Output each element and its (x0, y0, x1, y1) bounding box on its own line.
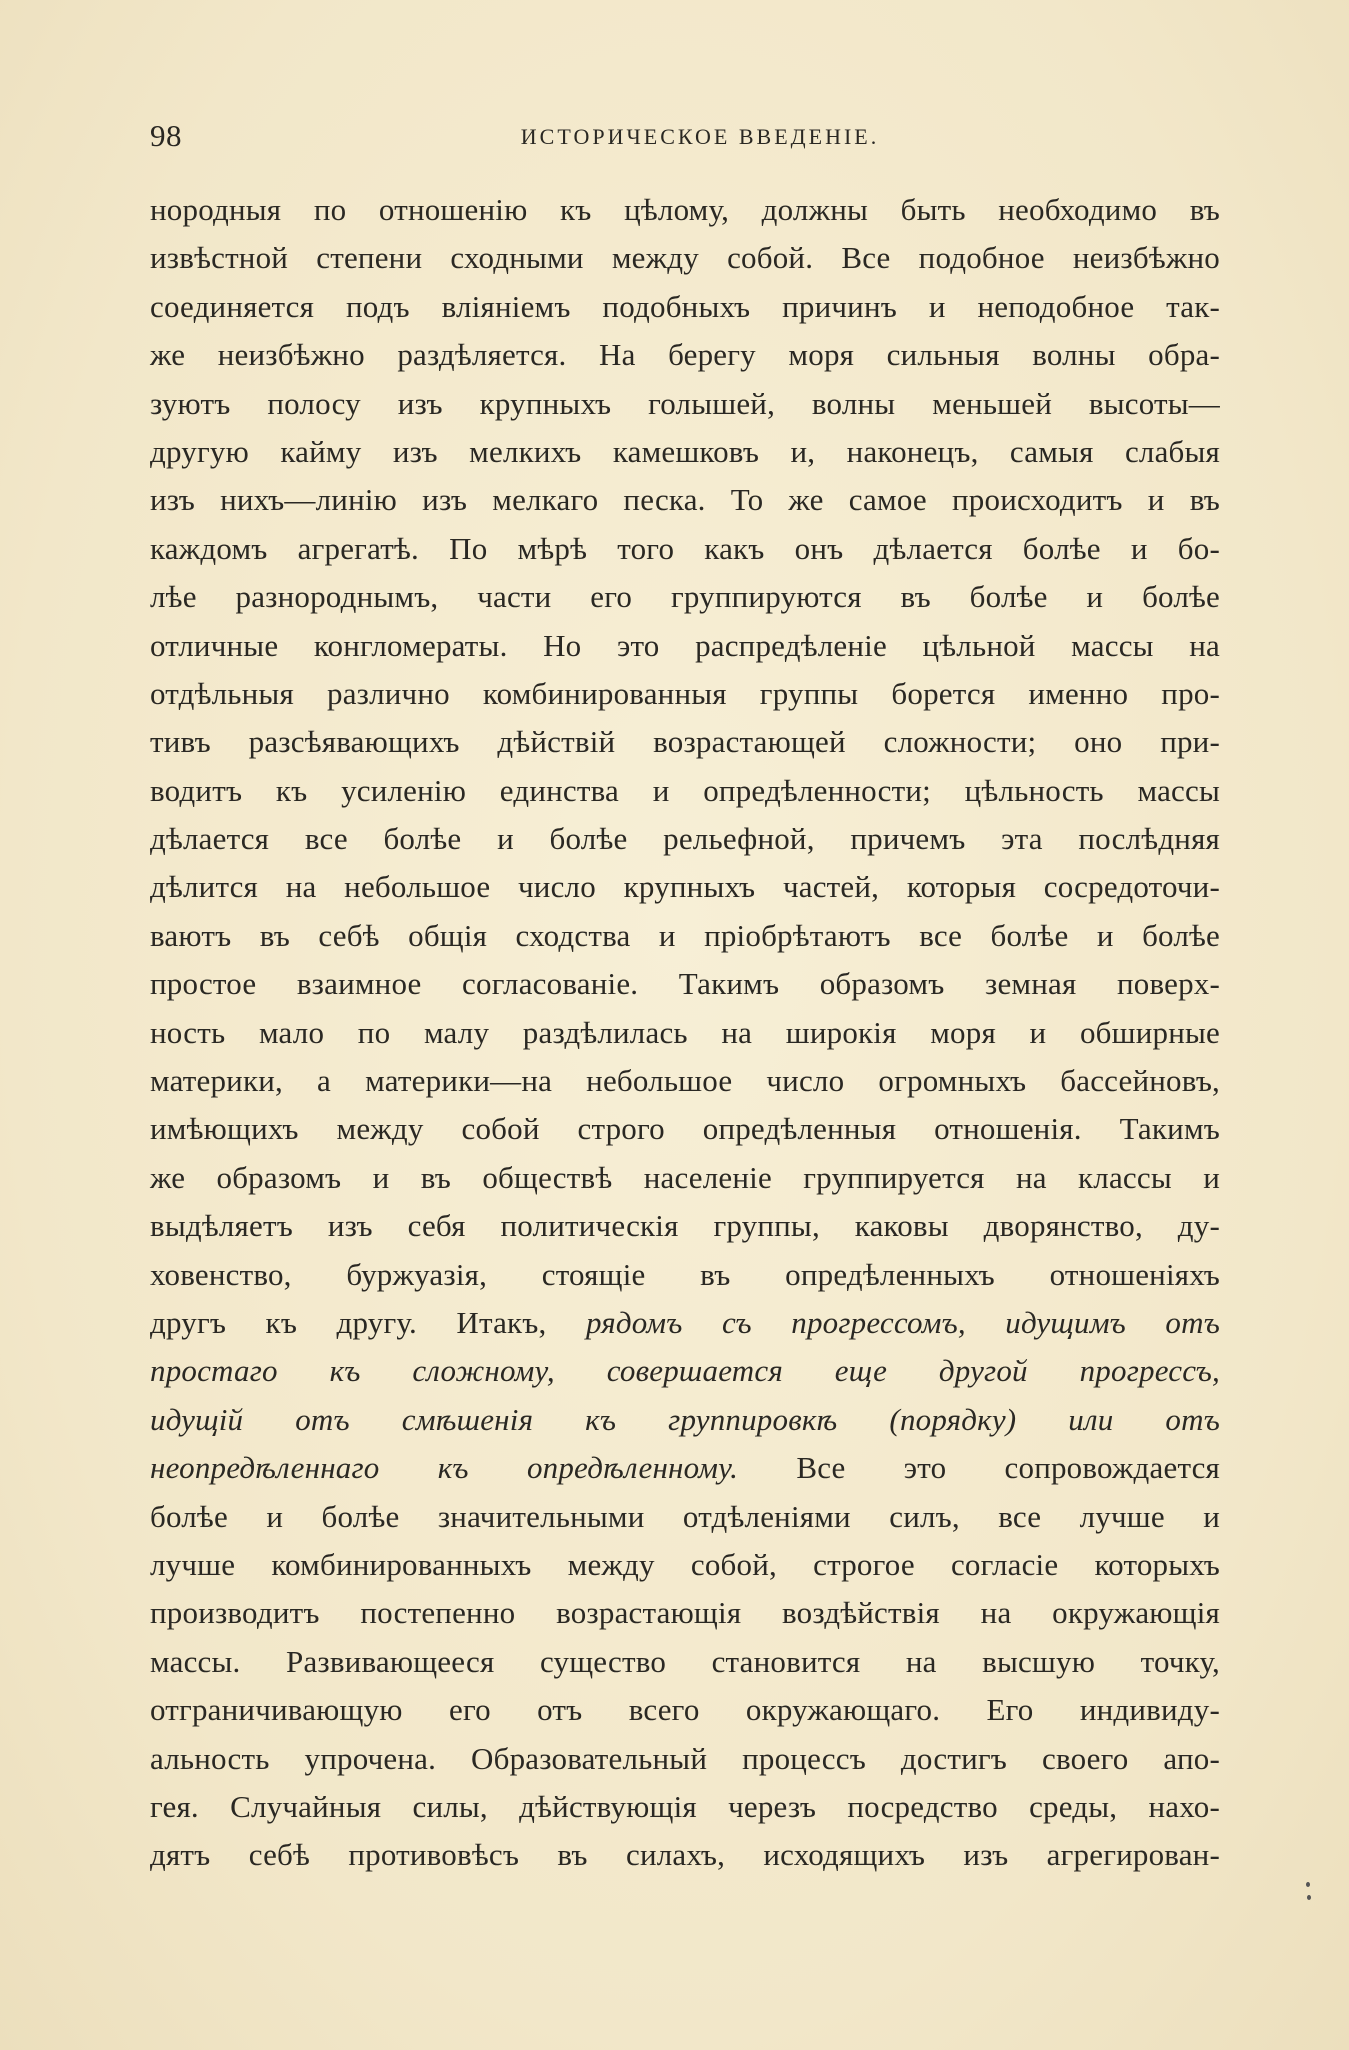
text-line (150, 960, 1220, 1008)
text-line (150, 863, 1220, 911)
italic-text: идущій отъ смѣшенія къ группировкѣ (порядку) или отъ (150, 1401, 1220, 1437)
page-header (150, 118, 1230, 158)
line-text: дѣлится на небольшое число крупныхъ частей, которыя сосредоточи- (150, 869, 1220, 905)
text-line (150, 428, 1220, 476)
line-text: же неизбѣжно раздѣляется. На берегу моря сильныя волны обра- (150, 337, 1220, 373)
line-text: отграничивающую его отъ всего окружающаго. Его индивиду- (150, 1692, 1220, 1728)
text-line (150, 331, 1220, 379)
text-line (150, 1589, 1220, 1637)
text-line (150, 1686, 1220, 1734)
italic-text: рядомъ съ прогрессомъ, идущимъ отъ (585, 1304, 1220, 1340)
text-line (150, 234, 1220, 282)
text-line (150, 1202, 1220, 1250)
text-line (150, 815, 1220, 863)
line-text: болѣе и болѣе значительными отдѣленіями силъ, все лучше и (150, 1498, 1220, 1534)
line-text: отдѣльныя различно комбинированныя группы борется именно про- (150, 675, 1220, 711)
line-text: дѣлается все болѣе и болѣе рельефной, причемъ эта послѣдняя (150, 821, 1220, 857)
line-text: материки, а материки—на небольшое число огромныхъ бассейновъ, (150, 1063, 1220, 1099)
text-line (150, 476, 1220, 524)
text-line (150, 1347, 1220, 1395)
line-text: ваютъ въ себѣ общія сходства и пріобрѣтаютъ все болѣе и болѣе (150, 917, 1220, 953)
line-text: простое взаимное согласованіе. Такимъ образомъ земная поверх- (150, 966, 1220, 1002)
body-text (150, 186, 1220, 1880)
line-text: альность упрочена. Образовательный процессъ достигъ своего апо- (150, 1740, 1220, 1776)
line-text: же образомъ и въ обществѣ населеніе группируется на классы и (150, 1159, 1220, 1195)
line-text: лучше комбинированныхъ между собой, строгое согласіе которыхъ (150, 1546, 1220, 1582)
line-text: производитъ постепенно возрастающія воздѣйствія на окружающія (150, 1595, 1220, 1631)
text-line (150, 1493, 1220, 1541)
text-line (150, 718, 1220, 766)
line-text: дятъ себѣ противовѣсъ въ силахъ, исходящихъ изъ агрегирован- (150, 1837, 1220, 1873)
line-text: ность мало по малу раздѣлилась на широкія моря и обширные (150, 1014, 1220, 1050)
line-text: другую кайму изъ мелкихъ камешковъ и, наконецъ, самыя слабыя (150, 433, 1220, 469)
line-text: ховенство, буржуазія, стоящіе въ опредѣленныхъ отношеніяхъ (150, 1256, 1220, 1292)
line-text: Все это сопровождается (738, 1450, 1220, 1486)
text-line (150, 1638, 1220, 1686)
text-line (150, 670, 1220, 718)
ink-speck (1307, 1895, 1311, 1900)
text-line (150, 1831, 1220, 1879)
text-line (150, 767, 1220, 815)
line-text: извѣстной степени сходными между собой. Все подобное неизбѣжно (150, 240, 1220, 276)
text-line (150, 1057, 1220, 1105)
line-text: имѣющихъ между собой строго опредѣленныя отношенія. Такимъ (150, 1111, 1220, 1147)
line-text: каждомъ агрегатѣ. По мѣрѣ того какъ онъ дѣлается болѣе и бо- (150, 530, 1220, 566)
text-line (150, 1105, 1220, 1153)
text-line (150, 1735, 1220, 1783)
line-text: выдѣляетъ изъ себя политическія группы, каковы дворянство, ду- (150, 1208, 1220, 1244)
text-line (150, 1541, 1220, 1589)
text-line (150, 1299, 1220, 1347)
text-line (150, 1009, 1220, 1057)
italic-text: неопредѣленнаго къ опредѣленному. (150, 1450, 739, 1486)
line-text: тивъ разсѣявающихъ дѣйствій возрастающей сложности; оно при- (150, 724, 1220, 760)
text-line (150, 283, 1220, 331)
running-head: ИСТОРИЧЕСКОЕ ВВЕДЕНІЕ. (520, 124, 880, 149)
line-text: изъ нихъ—линію изъ мелкаго песка. То же самое происходитъ и въ (150, 482, 1220, 518)
text-line (150, 186, 1220, 234)
line-text: соединяется подъ вліяніемъ подобныхъ причинъ и неподобное так- (150, 288, 1220, 324)
line-text: массы. Развивающееся существо становится на высшую точку, (150, 1643, 1220, 1679)
line-text: зуютъ полосу изъ крупныхъ голышей, волны меньшей высоты— (150, 385, 1220, 421)
text-line (150, 1444, 1220, 1492)
text-line (150, 573, 1220, 621)
ink-speck (1306, 1882, 1310, 1887)
text-line (150, 622, 1220, 670)
line-text: отличные конгломераты. Но это распредѣленіе цѣльной массы на (150, 627, 1220, 663)
text-line (150, 912, 1220, 960)
text-line (150, 380, 1220, 428)
text-line (150, 525, 1220, 573)
line-text: другъ къ другу. Итакъ, (150, 1304, 586, 1340)
line-text: водитъ къ усиленію единства и опредѣленности; цѣльность массы (150, 772, 1220, 808)
italic-text: простаго къ сложному, совершается еще другой прогрессъ, (150, 1353, 1220, 1389)
line-text: лѣе разнороднымъ, части его группируются въ болѣе и болѣе (150, 579, 1220, 615)
text-line (150, 1154, 1220, 1202)
text-line (150, 1783, 1220, 1831)
text-line (150, 1251, 1220, 1299)
text-line (150, 1396, 1220, 1444)
line-text: гея. Случайныя силы, дѣйствующія черезъ посредство среды, нахо- (150, 1788, 1220, 1824)
line-text: нородныя по отношенію къ цѣлому, должны быть необходимо въ (150, 192, 1220, 227)
page-number: 98 (150, 118, 182, 153)
